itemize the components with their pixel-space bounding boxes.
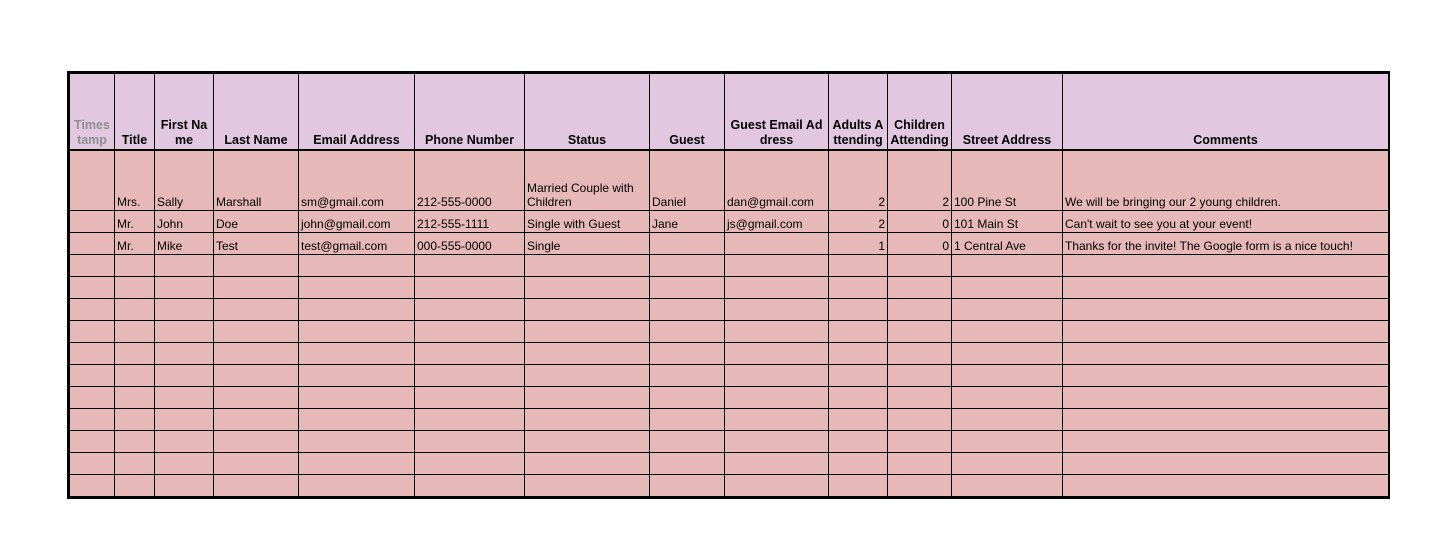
cell-guest[interactable] [650, 475, 725, 497]
cell-children[interactable] [888, 409, 952, 431]
cell-title[interactable] [115, 255, 155, 277]
cell-last-name[interactable] [214, 299, 299, 321]
column-header-guest-email[interactable]: Guest Email Address [725, 74, 829, 151]
column-header-children[interactable]: Children Attending [888, 74, 952, 151]
cell-guest-email[interactable] [725, 409, 829, 431]
cell-first-name[interactable]: Sally [155, 150, 214, 211]
cell-email[interactable]: test@gmail.com [299, 233, 415, 255]
cell-last-name[interactable] [214, 453, 299, 475]
cell-street[interactable] [952, 299, 1063, 321]
cell-adults[interactable] [829, 277, 888, 299]
empty-table-row [70, 453, 1389, 475]
cell-status[interactable]: Single with Guest [525, 211, 650, 233]
cell-comments[interactable]: We will be bringing our 2 young children. [1063, 150, 1389, 211]
cell-children[interactable] [888, 343, 952, 365]
cell-email[interactable]: sm@gmail.com [299, 150, 415, 211]
column-header-timestamp[interactable]: Timestamp [70, 74, 115, 151]
cell-guest[interactable]: Jane [650, 211, 725, 233]
cell-street[interactable] [952, 409, 1063, 431]
cell-title[interactable] [115, 475, 155, 497]
cell-phone[interactable]: 212-555-0000 [415, 150, 525, 211]
cell-adults[interactable] [829, 321, 888, 343]
cell-email[interactable]: john@gmail.com [299, 211, 415, 233]
cell-last-name[interactable] [214, 277, 299, 299]
cell-title[interactable]: Mr. [115, 211, 155, 233]
cell-guest[interactable] [650, 255, 725, 277]
cell-title[interactable] [115, 321, 155, 343]
cell-status[interactable] [525, 453, 650, 475]
cell-timestamp[interactable] [70, 431, 115, 453]
cell-status[interactable] [525, 299, 650, 321]
cell-first-name[interactable] [155, 343, 214, 365]
column-header-phone[interactable]: Phone Number [415, 74, 525, 151]
cell-guest[interactable] [650, 409, 725, 431]
cell-email[interactable] [299, 277, 415, 299]
cell-last-name[interactable] [214, 475, 299, 497]
empty-table-row [70, 475, 1389, 497]
cell-last-name[interactable] [214, 321, 299, 343]
cell-adults[interactable] [829, 299, 888, 321]
cell-guest-email[interactable] [725, 475, 829, 497]
cell-timestamp[interactable] [70, 255, 115, 277]
cell-guest[interactable] [650, 343, 725, 365]
cell-children[interactable] [888, 277, 952, 299]
cell-first-name[interactable] [155, 409, 214, 431]
cell-email[interactable] [299, 431, 415, 453]
cell-email[interactable] [299, 387, 415, 409]
cell-comments[interactable]: Can't wait to see you at your event! [1063, 211, 1389, 233]
column-header-street[interactable]: Street Address [952, 74, 1063, 151]
cell-street[interactable]: 1 Central Ave [952, 233, 1063, 255]
cell-children[interactable] [888, 255, 952, 277]
cell-title[interactable] [115, 343, 155, 365]
cell-first-name[interactable] [155, 299, 214, 321]
cell-adults[interactable] [829, 475, 888, 497]
cell-phone[interactable]: 212-555-1111 [415, 211, 525, 233]
column-header-title[interactable]: Title [115, 74, 155, 151]
cell-street[interactable] [952, 387, 1063, 409]
cell-comments[interactable] [1063, 255, 1389, 277]
cell-title[interactable]: Mr. [115, 233, 155, 255]
cell-phone[interactable] [415, 299, 525, 321]
column-header-comments[interactable]: Comments [1063, 74, 1389, 151]
cell-phone[interactable] [415, 277, 525, 299]
cell-status[interactable] [525, 343, 650, 365]
cell-guest-email[interactable] [725, 453, 829, 475]
cell-last-name[interactable] [214, 387, 299, 409]
cell-adults[interactable] [829, 431, 888, 453]
empty-table-row [70, 387, 1389, 409]
cell-comments[interactable]: Thanks for the invite! The Google form is a nice touch! [1063, 233, 1389, 255]
cell-street[interactable] [952, 343, 1063, 365]
cell-email[interactable] [299, 453, 415, 475]
cell-phone[interactable] [415, 453, 525, 475]
empty-table-row [70, 277, 1389, 299]
cell-adults[interactable] [829, 365, 888, 387]
cell-guest[interactable] [650, 431, 725, 453]
cell-adults[interactable] [829, 255, 888, 277]
cell-first-name[interactable] [155, 387, 214, 409]
column-header-last-name[interactable]: Last Name [214, 74, 299, 151]
column-header-guest[interactable]: Guest [650, 74, 725, 151]
cell-street[interactable] [952, 255, 1063, 277]
cell-timestamp[interactable] [70, 299, 115, 321]
cell-timestamp[interactable] [70, 409, 115, 431]
cell-status[interactable] [525, 387, 650, 409]
cell-phone[interactable] [415, 255, 525, 277]
cell-guest-email[interactable]: dan@gmail.com [725, 150, 829, 211]
cell-email[interactable] [299, 321, 415, 343]
cell-phone[interactable] [415, 343, 525, 365]
cell-children[interactable] [888, 475, 952, 497]
cell-title[interactable] [115, 365, 155, 387]
rsvp-table [69, 73, 1389, 497]
cell-guest-email[interactable] [725, 299, 829, 321]
cell-phone[interactable] [415, 431, 525, 453]
cell-comments[interactable] [1063, 321, 1389, 343]
cell-last-name[interactable]: Doe [214, 211, 299, 233]
cell-guest-email[interactable] [725, 431, 829, 453]
empty-table-row [70, 343, 1389, 365]
cell-street[interactable] [952, 365, 1063, 387]
cell-street[interactable] [952, 453, 1063, 475]
cell-title[interactable] [115, 277, 155, 299]
cell-status[interactable] [525, 277, 650, 299]
cell-first-name[interactable] [155, 365, 214, 387]
cell-children[interactable]: 0 [888, 211, 952, 233]
empty-table-row [70, 255, 1389, 277]
cell-street[interactable]: 101 Main St [952, 211, 1063, 233]
cell-guest[interactable] [650, 387, 725, 409]
cell-email[interactable] [299, 299, 415, 321]
cell-guest-email[interactable] [725, 277, 829, 299]
cell-last-name[interactable] [214, 343, 299, 365]
empty-table-row [70, 299, 1389, 321]
empty-table-row [70, 409, 1389, 431]
cell-email[interactable] [299, 255, 415, 277]
cell-comments[interactable] [1063, 431, 1389, 453]
cell-comments[interactable] [1063, 299, 1389, 321]
cell-first-name[interactable]: John [155, 211, 214, 233]
cell-last-name[interactable]: Marshall [214, 150, 299, 211]
empty-table-row [70, 431, 1389, 453]
cell-children[interactable] [888, 365, 952, 387]
cell-status[interactable] [525, 409, 650, 431]
table-row [70, 150, 1389, 211]
cell-title[interactable] [115, 409, 155, 431]
cell-comments[interactable] [1063, 277, 1389, 299]
column-header-status[interactable]: Status [525, 74, 650, 151]
cell-status[interactable]: Single [525, 233, 650, 255]
cell-guest-email[interactable] [725, 365, 829, 387]
cell-email[interactable] [299, 409, 415, 431]
cell-phone[interactable] [415, 387, 525, 409]
cell-children[interactable] [888, 387, 952, 409]
cell-street[interactable]: 100 Pine St [952, 150, 1063, 211]
cell-adults[interactable]: 2 [829, 150, 888, 211]
cell-children[interactable]: 0 [888, 233, 952, 255]
cell-status[interactable] [525, 321, 650, 343]
cell-last-name[interactable] [214, 255, 299, 277]
cell-adults[interactable] [829, 409, 888, 431]
table-row [70, 211, 1389, 233]
cell-timestamp[interactable] [70, 453, 115, 475]
cell-adults[interactable] [829, 387, 888, 409]
cell-guest-email[interactable] [725, 255, 829, 277]
cell-guest-email[interactable] [725, 343, 829, 365]
cell-last-name[interactable] [214, 431, 299, 453]
cell-status[interactable] [525, 475, 650, 497]
cell-first-name[interactable] [155, 431, 214, 453]
cell-guest[interactable]: Daniel [650, 150, 725, 211]
cell-status[interactable] [525, 255, 650, 277]
empty-table-row [70, 365, 1389, 387]
cell-phone[interactable] [415, 321, 525, 343]
cell-phone[interactable] [415, 365, 525, 387]
cell-guest-email[interactable] [725, 387, 829, 409]
cell-street[interactable] [952, 277, 1063, 299]
cell-timestamp[interactable] [70, 343, 115, 365]
cell-adults[interactable]: 2 [829, 211, 888, 233]
cell-street[interactable] [952, 321, 1063, 343]
cell-timestamp[interactable] [70, 387, 115, 409]
rsvp-spreadsheet [67, 71, 1390, 499]
cell-first-name[interactable]: Mike [155, 233, 214, 255]
cell-last-name[interactable] [214, 409, 299, 431]
cell-timestamp[interactable] [70, 211, 115, 233]
cell-comments[interactable] [1063, 475, 1389, 497]
cell-guest[interactable] [650, 277, 725, 299]
column-header-first-name[interactable]: First Name [155, 74, 214, 151]
cell-title[interactable]: Mrs. [115, 150, 155, 211]
cell-children[interactable]: 2 [888, 150, 952, 211]
cell-guest[interactable] [650, 299, 725, 321]
cell-phone[interactable] [415, 475, 525, 497]
cell-email[interactable] [299, 475, 415, 497]
cell-adults[interactable] [829, 343, 888, 365]
cell-first-name[interactable] [155, 255, 214, 277]
cell-adults[interactable]: 1 [829, 233, 888, 255]
cell-timestamp[interactable] [70, 150, 115, 211]
cell-adults[interactable] [829, 453, 888, 475]
cell-status[interactable]: Married Couple with Children [525, 150, 650, 211]
cell-first-name[interactable] [155, 475, 214, 497]
cell-comments[interactable] [1063, 453, 1389, 475]
cell-title[interactable] [115, 431, 155, 453]
cell-timestamp[interactable] [70, 365, 115, 387]
cell-email[interactable] [299, 365, 415, 387]
cell-children[interactable] [888, 321, 952, 343]
cell-guest[interactable] [650, 453, 725, 475]
empty-table-row [70, 321, 1389, 343]
cell-guest[interactable] [650, 365, 725, 387]
cell-last-name[interactable]: Test [214, 233, 299, 255]
cell-street[interactable] [952, 475, 1063, 497]
cell-comments[interactable] [1063, 343, 1389, 365]
cell-street[interactable] [952, 431, 1063, 453]
column-header-email[interactable]: Email Address [299, 74, 415, 151]
cell-email[interactable] [299, 343, 415, 365]
cell-status[interactable] [525, 431, 650, 453]
cell-guest-email[interactable] [725, 233, 829, 255]
cell-timestamp[interactable] [70, 277, 115, 299]
cell-comments[interactable] [1063, 365, 1389, 387]
cell-first-name[interactable] [155, 321, 214, 343]
header-row [70, 74, 1389, 151]
cell-guest[interactable] [650, 321, 725, 343]
cell-title[interactable] [115, 387, 155, 409]
cell-timestamp[interactable] [70, 475, 115, 497]
cell-title[interactable] [115, 453, 155, 475]
cell-first-name[interactable] [155, 453, 214, 475]
cell-title[interactable] [115, 299, 155, 321]
cell-last-name[interactable] [214, 365, 299, 387]
cell-guest-email[interactable]: js@gmail.com [725, 211, 829, 233]
cell-guest-email[interactable] [725, 321, 829, 343]
cell-comments[interactable] [1063, 387, 1389, 409]
cell-timestamp[interactable] [70, 233, 115, 255]
column-header-adults[interactable]: Adults Attending [829, 74, 888, 151]
cell-children[interactable] [888, 431, 952, 453]
cell-status[interactable] [525, 365, 650, 387]
cell-timestamp[interactable] [70, 321, 115, 343]
cell-first-name[interactable] [155, 277, 214, 299]
cell-phone[interactable] [415, 409, 525, 431]
cell-comments[interactable] [1063, 409, 1389, 431]
cell-children[interactable] [888, 299, 952, 321]
cell-children[interactable] [888, 453, 952, 475]
cell-phone[interactable]: 000-555-0000 [415, 233, 525, 255]
cell-guest[interactable] [650, 233, 725, 255]
table-row [70, 233, 1389, 255]
